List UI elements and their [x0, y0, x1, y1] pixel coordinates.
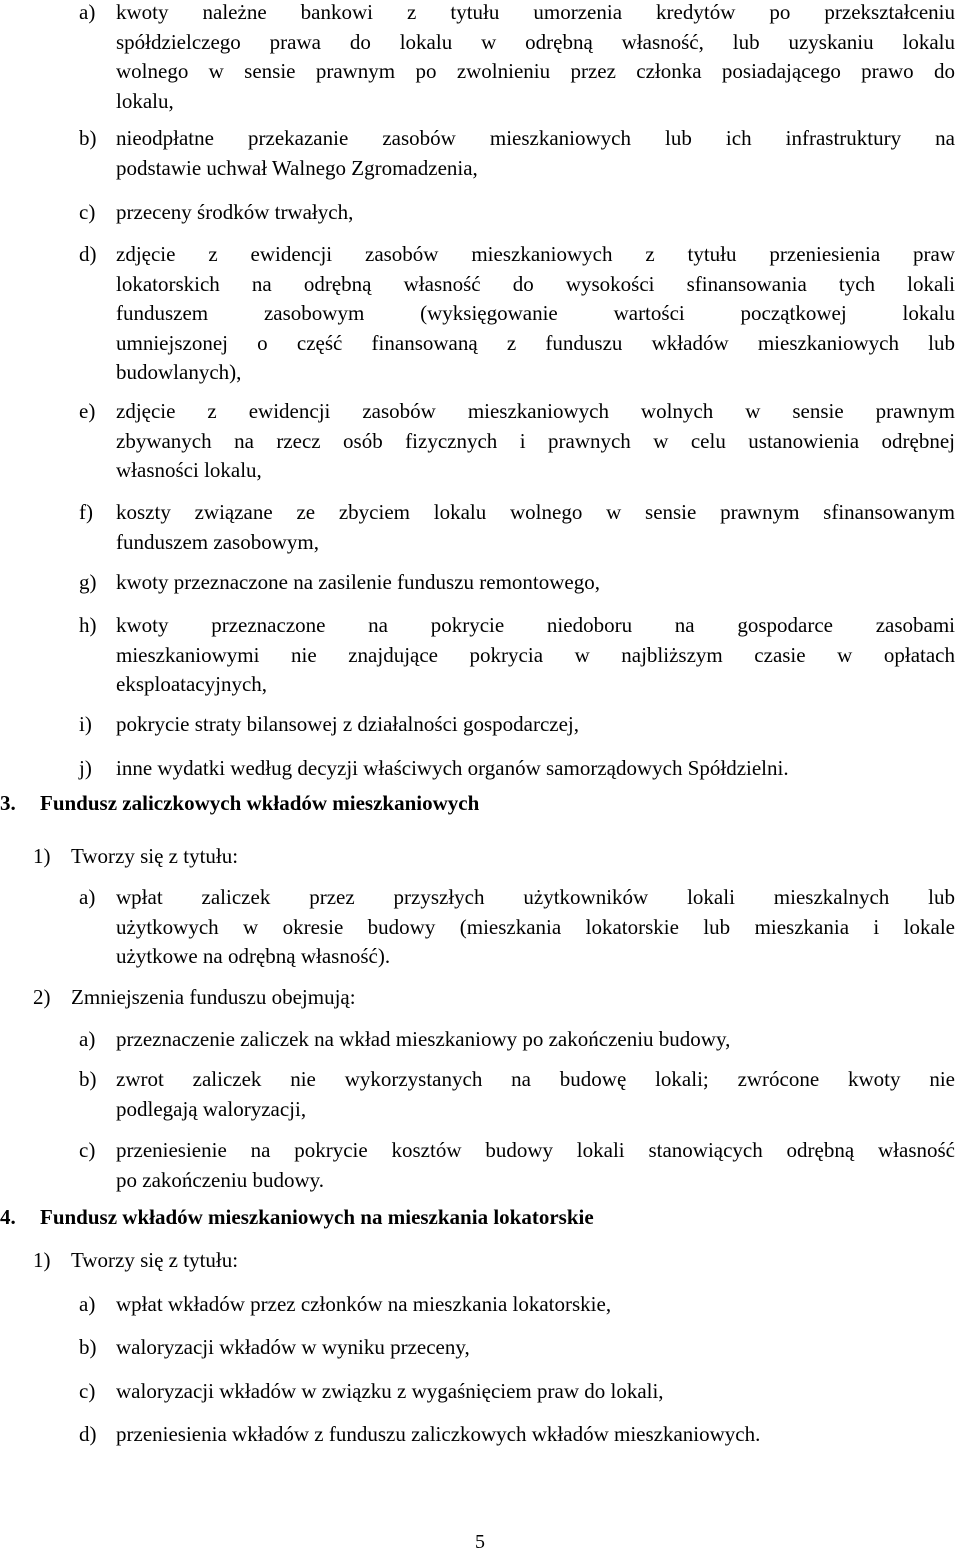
paragraph-line: użytkowe na odrębną własność). [116, 944, 391, 968]
paragraph-line: Tworzy się z tytułu: [71, 1248, 239, 1272]
paragraph-line: pokrycie straty bilansowej z działalności gospodarczej, [116, 712, 580, 736]
item-marker: e) [79, 399, 96, 423]
paragraph-line: wpłat zaliczek przez przyszłych użytkowników lokali mieszkalnych lub [116, 885, 955, 909]
paragraph-line: wolnego w sensie prawnym po zwolnieniu przez członka posiadającego prawo do [116, 59, 955, 83]
paragraph-line: użytkowych w okresie budowy (mieszkania lokatorskie lub mieszkania i lokale [116, 914, 955, 939]
paragraph-line: lokatorskich na odrębną własność do wysokości sfinansowania tych lokali [116, 271, 955, 296]
paragraph-line: wpłat wkładów przez członków na mieszkania lokatorskie, [116, 1292, 612, 1316]
item-marker: a) [79, 1027, 96, 1051]
paragraph-line: przeniesienia wkładów z funduszu zaliczkowych wkładów mieszkaniowych. [116, 1422, 761, 1446]
item-marker: g) [79, 570, 97, 594]
item-marker: a) [79, 885, 96, 909]
item-marker: b) [79, 126, 97, 150]
paragraph-line: podlegają waloryzacji, [116, 1096, 307, 1121]
paragraph-line: lokalu, [116, 88, 174, 113]
section-heading: Fundusz wkładów mieszkaniowych na mieszkania lokatorskie [40, 1205, 594, 1229]
item-marker: i) [79, 712, 92, 736]
paragraph-line: umniejszonej o część finansowaną z funduszu wkładów mieszkaniowych lub [116, 330, 955, 355]
item-marker: c) [79, 1379, 96, 1403]
paragraph-line: waloryzacji wkładów w związku z wygaśnięciem praw do lokali, [116, 1379, 664, 1403]
section-number: 3. [0, 791, 16, 815]
paragraph-line: zbywanych na rzecz osób fizycznych i prawnych w celu ustanowienia odrębnej [116, 428, 955, 453]
paragraph-line: waloryzacji wkładów w wyniku przeceny, [116, 1335, 470, 1359]
paragraph-line: zwrot zaliczek nie wykorzystanych na budowę lokali; zwrócone kwoty nie [116, 1067, 955, 1091]
paragraph-line: Zmniejszenia funduszu obejmują: [71, 985, 356, 1009]
paragraph-line: przeznaczenie zaliczek na wkład mieszkaniowy po zakończeniu budowy, [116, 1027, 731, 1051]
paragraph-line: eksploatacyjnych, [116, 672, 268, 696]
item-marker: h) [79, 613, 97, 637]
item-marker: 1) [33, 844, 51, 868]
section-heading: Fundusz zaliczkowych wkładów mieszkaniowych [40, 791, 480, 815]
paragraph-line: Tworzy się z tytułu: [71, 844, 239, 868]
item-marker: c) [79, 200, 96, 224]
paragraph-line: podstawie uchwał Walnego Zgromadzenia, [116, 155, 478, 180]
paragraph-line: przeceny środków trwałych, [116, 200, 354, 224]
paragraph-line: zdjęcie z ewidencji zasobów mieszkaniowych z tytułu przeniesienia praw [116, 242, 955, 266]
paragraph-line: koszty związane ze zbyciem lokalu wolnego w sensie prawnym sfinansowanym [116, 500, 955, 524]
paragraph-line: budowlanych), [116, 360, 242, 384]
item-marker: d) [79, 1422, 97, 1446]
paragraph-line: inne wydatki według decyzji właściwych organów samorządowych Spółdzielni. [116, 756, 789, 780]
page-number: 5 [475, 1531, 485, 1553]
paragraph-line: własności lokalu, [116, 458, 262, 482]
paragraph-line: kwoty przeznaczone na zasilenie funduszu remontowego, [116, 570, 600, 594]
item-marker: d) [79, 242, 97, 266]
paragraph-line: po zakończeniu budowy. [116, 1167, 324, 1192]
paragraph-line: spółdzielczego prawa do lokalu w odrębną własność, lub uzyskaniu lokalu [116, 29, 955, 54]
paragraph-line: nieodpłatne przekazanie zasobów mieszkaniowych lub ich infrastruktury na [116, 126, 955, 150]
item-marker: 1) [33, 1248, 51, 1272]
item-marker: a) [79, 0, 96, 24]
item-marker: b) [79, 1335, 97, 1359]
item-marker: b) [79, 1067, 97, 1091]
paragraph-line: mieszkaniowymi nie znajdujące pokrycia w najbliższym czasie w opłatach [116, 642, 955, 667]
item-marker: 2) [33, 985, 51, 1009]
item-marker: a) [79, 1292, 96, 1316]
paragraph-line: przeniesienie na pokrycie kosztów budowy lokali stanowiących odrębną własność [116, 1138, 955, 1162]
paragraph-line: funduszem zasobowym (wyksięgowanie wartości początkowej lokalu [116, 301, 955, 325]
item-marker: f) [79, 500, 93, 524]
item-marker: c) [79, 1138, 96, 1162]
paragraph-line: kwoty należne bankowi z tytułu umorzenia kredytów po przekształceniu [116, 0, 955, 24]
paragraph-line: zdjęcie z ewidencji zasobów mieszkaniowych wolnych w sensie prawnym [116, 399, 955, 423]
item-marker: j) [79, 756, 92, 780]
paragraph-line: funduszem zasobowym, [116, 529, 319, 554]
paragraph-line: kwoty przeznaczone na pokrycie niedoboru na gospodarce zasobami [116, 613, 955, 637]
section-number: 4. [0, 1205, 16, 1229]
